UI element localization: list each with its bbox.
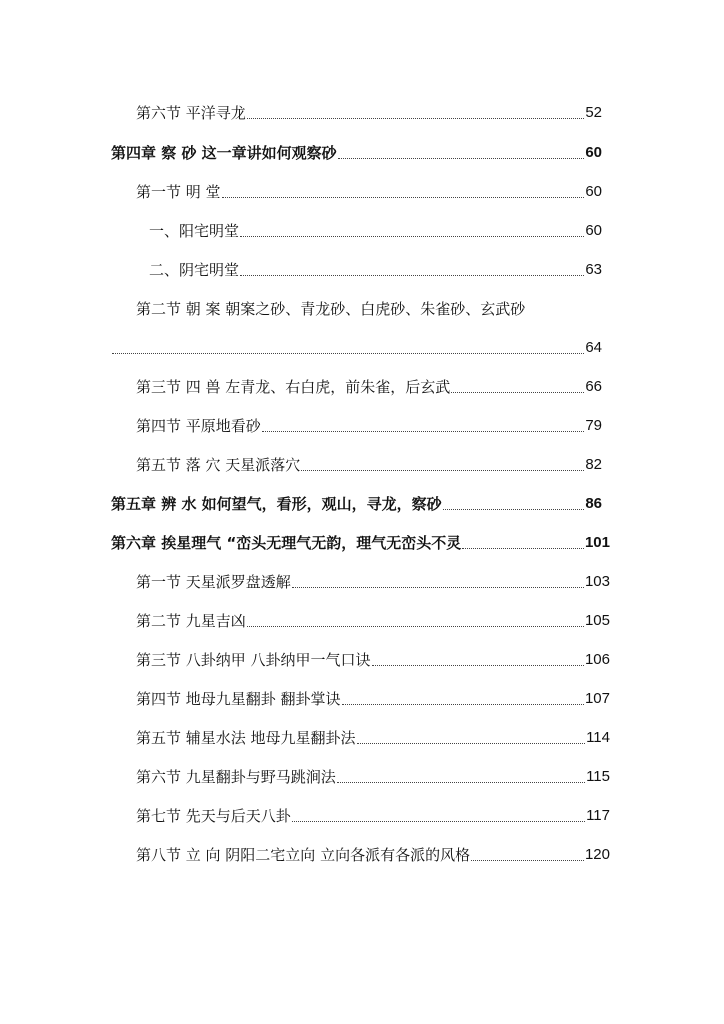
toc-chapter <box>111 533 610 553</box>
toc-entry <box>136 103 602 123</box>
dot-leader <box>471 859 584 861</box>
toc-entry-page: 52 <box>585 104 602 121</box>
toc-entry-page: 60 <box>585 183 602 200</box>
toc-entry-page: 60 <box>585 222 602 239</box>
dot-leader <box>372 664 584 666</box>
toc-entry-title: 第二节 朝 案 朝案之砂、青龙砂、白虎砂、朱雀砂、玄武砂 <box>136 300 526 318</box>
toc-entry-title: 第六章 挨星理气 “峦头无理气无韵，理气无峦头不灵 <box>111 534 462 552</box>
toc-entry-title: 第六节 平洋寻龙 <box>136 104 246 122</box>
toc-entry-title: 第一节 明 堂 <box>136 183 221 201</box>
toc-entry-title: 二、阴宅明堂 <box>149 261 240 279</box>
dot-leader <box>342 703 584 705</box>
toc-entry <box>136 572 610 592</box>
toc-entry-page: 105 <box>584 612 610 629</box>
toc-entry-page: 114 <box>586 729 610 746</box>
dot-leader <box>338 157 585 159</box>
toc-entry <box>136 455 602 475</box>
toc-entry <box>136 728 610 748</box>
toc-entry-title: 第七节 先天与后天八卦 <box>136 807 291 825</box>
toc-entry-page: 64 <box>585 339 602 356</box>
toc-entry-page: 66 <box>585 378 602 395</box>
toc-entry-title: 第四章 察 砂 这一章讲如何观察砂 <box>111 144 337 162</box>
toc-entry-title: 第六节 九星翻卦与野马跳涧法 <box>136 768 336 786</box>
toc-entry <box>136 416 602 436</box>
toc-entry-page: 103 <box>584 573 610 590</box>
dot-leader <box>443 508 585 510</box>
dot-leader <box>240 235 584 237</box>
toc-entry-title: 第二节 九星吉凶 <box>136 612 246 630</box>
toc-entry-page: 60 <box>585 144 602 161</box>
dot-leader <box>301 469 584 471</box>
toc-entry-page: 101 <box>584 534 610 551</box>
toc-entry-page: 86 <box>585 495 602 512</box>
toc-entry <box>136 182 602 202</box>
dot-leader <box>462 547 584 549</box>
toc-entry <box>136 650 610 670</box>
dot-leader <box>222 196 585 198</box>
toc-entry <box>136 611 610 631</box>
toc-entry-page: 63 <box>585 261 602 278</box>
toc-entry-page: 117 <box>586 807 610 824</box>
toc-entry-title: 第五章 辨 水 如何望气，看形，观山，寻龙，察砂 <box>111 495 442 513</box>
toc-entry-page: 106 <box>584 651 610 668</box>
toc-entry <box>111 338 602 358</box>
dot-leader <box>337 781 585 783</box>
toc-entry-title: 一、阳宅明堂 <box>149 222 240 240</box>
toc-entry-page: 115 <box>586 768 610 785</box>
dot-leader <box>357 742 586 744</box>
toc-chapter <box>111 143 602 163</box>
toc-entry <box>136 767 610 787</box>
toc-entry-title: 第三节 四 兽 左青龙、右白虎，前朱雀，后玄武 <box>136 378 451 396</box>
dot-leader <box>292 586 584 588</box>
toc-chapter <box>111 494 602 514</box>
toc-entry-page: 79 <box>585 417 602 434</box>
toc-entry-title: 第五节 落 穴 天星派落穴 <box>136 456 301 474</box>
toc-entry-title: 第四节 地母九星翻卦 翻卦掌诀 <box>136 690 341 708</box>
dot-leader <box>247 625 584 627</box>
toc-entry-title: 第三节 八卦纳甲 八卦纳甲一气口诀 <box>136 651 371 669</box>
toc-entry-page: 82 <box>585 456 602 473</box>
toc-entry <box>149 260 602 280</box>
dot-leader <box>292 820 585 822</box>
toc-entry-title: 第五节 辅星水法 地母九星翻卦法 <box>136 729 356 747</box>
toc-entry-title: 第八节 立 向 阴阳二宅立向 立向各派有各派的风格 <box>136 846 471 864</box>
toc-entry-title: 第四节 平原地看砂 <box>136 417 261 435</box>
dot-leader <box>240 274 584 276</box>
dot-leader <box>247 117 585 119</box>
dot-leader <box>262 430 585 432</box>
toc-entry <box>136 377 602 397</box>
dot-leader <box>451 391 584 393</box>
dot-leader <box>112 352 584 354</box>
toc-entry-page: 120 <box>584 846 610 863</box>
toc-entry-title: 第一节 天星派罗盘透解 <box>136 573 291 591</box>
toc-entry <box>136 806 610 826</box>
toc-entry-page: 107 <box>584 690 610 707</box>
toc-entry <box>149 221 602 241</box>
toc-entry <box>136 845 610 865</box>
toc-entry <box>136 689 610 709</box>
